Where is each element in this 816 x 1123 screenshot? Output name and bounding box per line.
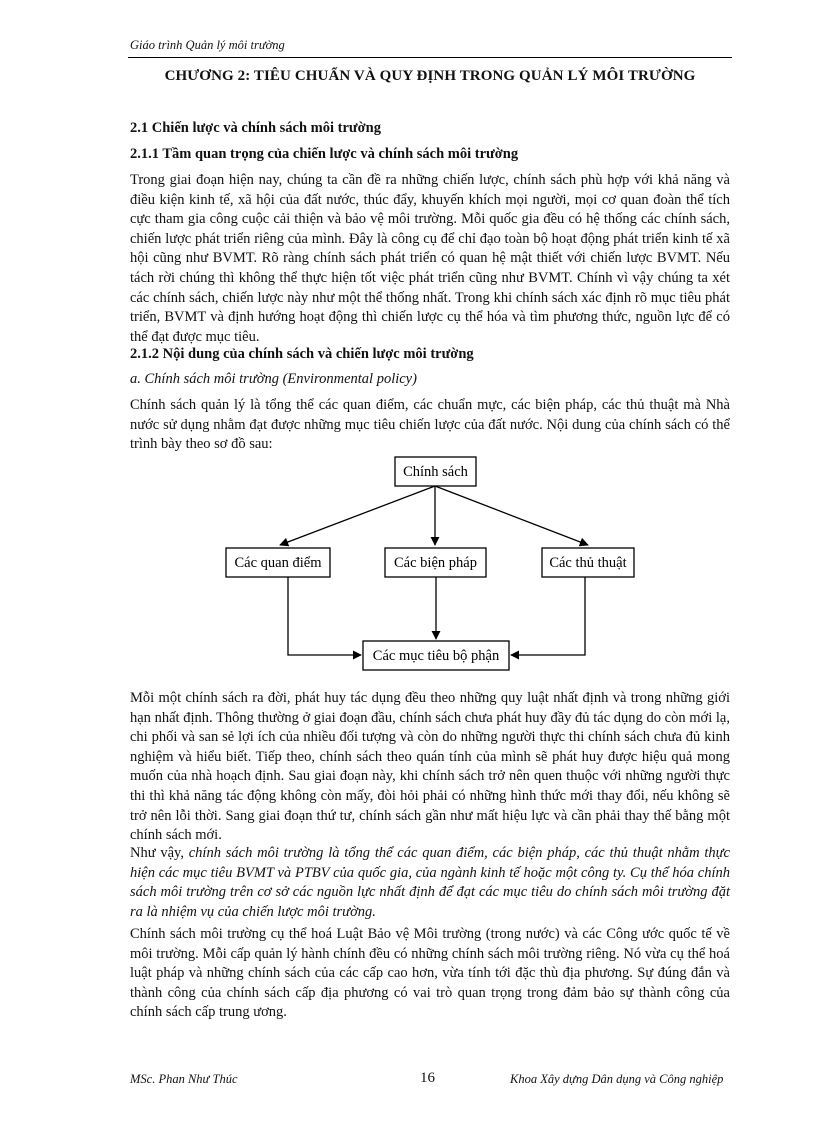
paragraph-policy-definition: Chính sách quản lý là tổng thể các quan điểm, các chuẩn mực, các biện pháp, các thủ thuật mà Nhà nước sử dụng nhằm đạt được những mục tiêu chiến lược của đất nước. Nội dung của chính sách có thể trình bày theo sơ đồ sau: xyxy=(130,397,730,453)
chapter-title: CHƯƠNG 2: TIÊU CHUẨN VÀ QUY ĐỊNH TRONG QUẢN LÝ MÔI TRƯỜNG xyxy=(164,68,696,84)
page-number: 16 xyxy=(420,1070,435,1086)
section-heading-2-1: 2.1 Chiến lược và chính sách môi trường xyxy=(130,120,381,136)
paragraph-policy-levels: Chính sách môi trường cụ thể hoá Luật Bảo vệ Môi trường (trong nước) và các Công ước quốc tế về môi trường. Mỗi cấp quản lý hành chính đều có những chính sách môi trường riêng. Nó vừa cụ thể hoá luật pháp và những chính sách của các cấp cao hơn, vừa tính tới đặc thù địa phương. Sự đúng đắn và thành công của chính sách cấp địa phương có vai trò quan trọng trong đảm bảo sự thành công của chính sách cấp trung ương. xyxy=(130,926,730,1021)
footer-department: Khoa Xây dựng Dân dụng và Công nghiệp xyxy=(510,1072,724,1086)
paragraph-summary-lead: Như vậy, xyxy=(130,845,189,861)
paragraph-policy-lifecycle: Mỗi một chính sách ra đời, phát huy tác dụng đều theo những quy luật nhất định và trong những giới hạn nhất định. Thông thường ở giai đoạn đầu, chính sách chưa phát huy đầy đủ tác dụng do còn mới lạ, chi phối và san sẻ lợi ích của nhiều đối tượng và còn do những người thực thi chính sách chưa đủ kinh nghiệm và hiểu biết. Tiếp theo, chính sách theo quán tính của mình sẽ phát huy được hiệu quả mong muốn của nhà hoạch định. Sau giai đoạn này, khi chính sách trở nên quen thuộc với những người thực thi thì khả năng tác động không còn mấy, đòi hỏi phải có những hình thức mới thay đổi, nếu không sẽ trở nên lỗi thời. Sang giai đoạn thứ tư, chính sách gần như mất hiệu lực và cần phải thay thế bằng một chính sách mới. xyxy=(130,690,730,844)
diagram-label-measures: Các biện pháp xyxy=(394,555,477,571)
connector-techniques-to-goals xyxy=(511,577,585,655)
diagram-label-policy: Chính sách xyxy=(403,464,468,480)
arrow-to-techniques xyxy=(435,486,588,545)
paragraph-policy-summary xyxy=(130,844,730,922)
footer-author: MSc. Phan Như Thúc xyxy=(130,1072,238,1086)
diagram-label-goals: Các mục tiêu bộ phận xyxy=(372,648,500,664)
diagram-label-viewpoints: Các quan điểm xyxy=(234,555,322,571)
header-title: Giáo trình Quản lý môi trường xyxy=(130,38,285,52)
section-heading-2-1-1: 2.1.1 Tầm quan trọng của chiến lược và chính sách môi trường xyxy=(130,146,519,162)
connector-viewpoints-to-goals xyxy=(288,577,361,655)
paragraph-summary-italic: chính sách môi trường là tổng thể các quan điểm, các biện pháp, các thủ thuật nhằm thực hiện các mục tiêu BVMT và PTBV của quốc gia, của ngành kinh tế hoặc một công ty. Cụ thể hóa chính sách môi trường trên cơ sở các nguồn lực nhất định để đạt các mục tiêu do chính sách môi trường đặt ra là nhiệm vụ của chiến lược môi trường. xyxy=(130,845,730,920)
paragraph-importance: Trong giai đoạn hiện nay, chúng ta cần đề ra những chiến lược, chính sách phù hợp với khả năng và điều kiện kinh tế, xã hội của đất nước, thúc đẩy, khuyến khích mọi người, mọi cơ quan đoàn thể tích cực tham gia công cuộc cải thiện và bảo vệ môi trường. Mỗi quốc gia đều có hệ thống các chính sách, chiến lược phát triển riêng của mình. Đây là công cụ để chỉ đạo toàn bộ hoạt động phát triển kinh tế xã hội cũng như BVMT. Rõ ràng chính sách phát triển có quan hệ mật thiết với chiến lược BVMT. Nếu tách rời chúng thì không thể thực hiện tốt việc phát triển cũng như BVMT. Chính vì vậy chúng ta xét các chính sách, chiến lược này như một thể thống nhất. Trong khi chính sách xác định rõ mục tiêu phát triển, BVMT và định hướng hoạt động thì chiến lược cụ thể hóa và tìm phương thức, nguồn lực để có thể đạt được mục tiêu. xyxy=(130,172,730,345)
section-heading-2-1-2: 2.1.2 Nội dung của chính sách và chiến lược môi trường xyxy=(130,346,474,362)
arrow-to-viewpoints xyxy=(280,486,435,545)
subsection-environmental-policy: a. Chính sách môi trường (Environmental policy) xyxy=(130,371,417,387)
diagram-label-techniques: Các thủ thuật xyxy=(549,555,627,571)
